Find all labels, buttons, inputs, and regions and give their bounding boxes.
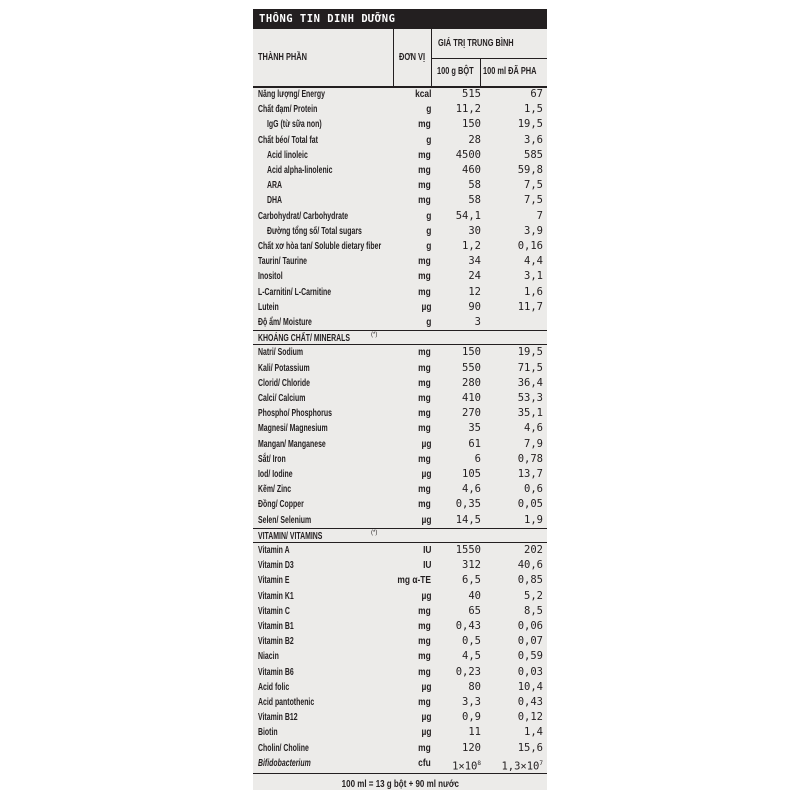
table-row [253,543,547,558]
value-per-100ml: 7,9 [524,437,543,450]
value-per-100ml: 0,03 [517,665,543,678]
unit: µg [421,589,431,602]
unit: g [425,316,431,328]
table-row [253,452,547,467]
nutrient-name: Lutein [258,300,279,313]
value-per-100g: 0,35 [455,498,481,511]
unit: mg [418,483,431,496]
value-per-100g: 150 [462,118,481,131]
value-per-100ml: 0,43 [517,696,543,708]
value-per-100ml: 53,3 [517,392,543,404]
nutrient-name: Acid alpha-linolenic [267,164,333,176]
value-per-100g: 4,6 [462,483,481,496]
table-row [253,467,547,482]
unit: mg [418,255,431,268]
value-per-100ml: 3,6 [524,133,543,146]
value-per-100ml: 3,9 [524,224,543,237]
value-per-100g: 58 [468,194,481,207]
nutrient-name: Đồng/ Copper [258,498,304,511]
value-per-100ml: 3,1 [524,270,543,283]
value-per-100ml: 35,1 [517,407,543,420]
nutrient-name: Phospho/ Phosphorus [258,407,332,420]
nutrient-name: Iod/ Iodine [258,468,293,480]
unit: mg [418,194,431,207]
value-per-100ml: 1,4 [524,726,543,739]
value-per-100ml: 0,59 [517,650,543,663]
nutrition-label [253,9,547,790]
nutrient-name: Độ ẩm/ Moisture [258,316,312,328]
value-per-100g: 270 [462,407,481,420]
unit: mg [418,407,431,420]
unit: mg [418,164,431,176]
table-row [253,269,547,284]
nutrient-name: Acid folic [258,680,290,693]
nutrient-name: Vitamin B6 [258,665,294,678]
table-row [253,193,547,208]
table-row [253,482,547,497]
nutrient-name: Chất xơ hòa tan/ Soluble dietary fiber [258,240,382,252]
table-row [253,680,547,695]
footnote-marker: (*) [371,332,378,339]
nutrient-name: Acid pantothenic [258,696,315,708]
value-per-100g: 0,9 [462,711,481,724]
value-per-100ml: 5,2 [524,589,543,602]
label-footer [253,773,547,790]
value-per-100g: 312 [462,559,481,572]
value-per-100g: 150 [462,346,481,359]
nutrient-name: Chất béo/ Total fat [258,133,318,146]
value-per-100ml: 1,5 [524,103,543,116]
table-row [253,148,547,163]
value-per-100g: 0,23 [455,665,481,678]
value-per-100ml: 0,78 [517,452,543,465]
table-row [253,224,547,239]
exponent: 8 [477,759,481,767]
value-per-100g: 6,5 [462,574,481,587]
table-row [253,695,547,710]
header-per-100g: 100 g BỘT [437,66,474,77]
unit: µg [421,513,431,526]
table-row [253,421,547,436]
table-row [253,239,547,254]
value-per-100ml: 10,4 [517,680,543,693]
divider [480,58,481,87]
value-per-100ml: 7 [536,209,543,222]
unit: µg [421,726,431,739]
value-per-100ml: 1,6 [524,285,543,298]
exponent: 7 [539,759,543,767]
unit: g [425,103,431,116]
value-per-100g: 120 [462,741,481,754]
table-row [253,376,547,391]
value-per-100g: 28 [468,133,481,146]
unit: mg [418,118,431,131]
unit: mg [418,452,431,465]
value-per-100ml: 4,6 [524,422,543,435]
nutrient-name: DHA [267,194,283,207]
table-row [253,102,547,117]
nutrient-name: Taurin/ Taurine [258,255,308,268]
value-per-100g: 54,1 [455,209,481,222]
unit: µg [421,468,431,480]
value-per-100g: 105 [462,468,481,480]
table-row [253,634,547,649]
nutrient-name: Bifidobacterium [258,756,311,769]
nutrient-name: Calci/ Calcium [258,392,306,404]
value-per-100ml: 36,4 [517,376,543,389]
nutrient-name: Vitamin C [258,604,290,617]
unit: IU [422,544,431,556]
value-per-100ml: 7,5 [524,194,543,207]
table-row [253,741,547,756]
value-per-100ml: 0,16 [517,240,543,252]
nutrient-name: Mangan/ Manganese [258,437,326,450]
unit: mg [418,285,431,298]
value-per-100ml: 13,7 [517,468,543,480]
table-row [253,178,547,193]
value-per-100ml: 71,5 [517,361,543,374]
value-per-100g: 35 [468,422,481,435]
nutrient-name: IgG (từ sữa non) [267,118,322,131]
table-header [253,29,547,87]
unit: mg [418,376,431,389]
section-header [253,528,547,543]
unit: mg α-TE [397,574,431,587]
value-per-100g: 30 [468,224,481,237]
value-per-100g: 80 [468,680,481,693]
table-row [253,437,547,452]
unit: mg [418,270,431,283]
unit: g [425,224,431,237]
divider [431,58,547,59]
nutrient-name: Cholin/ Choline [258,741,309,754]
table-row [253,725,547,740]
table-row [253,589,547,604]
table-row [253,133,547,148]
value-per-100ml: 4,4 [524,255,543,268]
value-per-100g: 280 [462,376,481,389]
table-row [253,665,547,680]
value-per-100ml: 7,5 [524,179,543,192]
unit: µg [421,437,431,450]
value-per-100g: 6 [474,452,481,465]
nutrient-name: ARA [267,179,283,192]
value-per-100g: 4500 [455,148,481,161]
unit: mg [418,604,431,617]
nutrient-name: Acid linoleic [267,148,308,161]
table-row [253,315,547,330]
section-header [253,330,547,345]
section-title: VITAMIN/ VITAMINS [258,529,323,542]
footnote-marker: (*) [371,529,378,536]
table-row [253,391,547,406]
unit: IU [422,559,431,572]
unit: mg [418,696,431,708]
value-per-100g: 460 [462,164,481,176]
unit: mg [418,635,431,648]
nutrient-name: Clorid/ Chloride [258,376,310,389]
nutrient-name: Năng lượng/ Energy [258,88,325,100]
value-per-100g: 0,43 [455,620,481,632]
table-row [253,406,547,421]
table-row [253,163,547,178]
unit: mg [418,422,431,435]
header-ingredient: THÀNH PHẦN [258,52,307,63]
unit: mg [418,741,431,754]
nutrient-name: Biotin [258,726,278,739]
nutrient-name: Vitamin D3 [258,559,294,572]
value-per-100g: 3,3 [462,696,481,708]
value-per-100ml: 19,5 [517,346,543,359]
value-per-100g: 1,2 [462,240,481,252]
nutrient-name: Vitamin K1 [258,589,294,602]
nutrient-name: Inositol [258,270,283,283]
unit: g [425,133,431,146]
table-row [253,345,547,360]
table-row [253,513,547,528]
unit: mg [418,650,431,663]
unit: µg [421,300,431,313]
unit: cfu [418,756,431,769]
divider [393,29,394,87]
value-per-100ml: 11,7 [517,300,543,313]
value-per-100g: 550 [462,361,481,374]
table-row [253,209,547,224]
nutrient-name: Vitamin B1 [258,620,294,632]
unit: g [425,240,431,252]
nutrient-name: Chất đạm/ Protein [258,103,318,116]
nutrient-name: Kali/ Potassium [258,361,310,374]
nutrient-name: Selen/ Selenium [258,513,312,526]
nutrient-name: Niacin [258,650,279,663]
table-row [253,254,547,269]
header-average: GIÁ TRỊ TRUNG BÌNH [438,38,514,49]
value-per-100g: 90 [468,300,481,313]
unit: mg [418,148,431,161]
table-row [253,300,547,315]
value-per-100g: 65 [468,604,481,617]
value-per-100g: 515 [462,88,481,100]
nutrient-name: L-Carnitin/ L-Carnitine [258,285,332,298]
table-row [253,285,547,300]
value-per-100g: 61 [468,437,481,450]
unit: mg [418,361,431,374]
value-per-100g: 58 [468,179,481,192]
nutrient-name: Vitamin B2 [258,635,294,648]
value-per-100ml: 19,5 [517,118,543,131]
table-row [253,649,547,664]
unit: mg [418,346,431,359]
value-per-100g: 24 [468,270,481,283]
value-per-100g: 3 [474,316,481,328]
value-per-100ml: 0,07 [517,635,543,648]
nutrient-name: Magnesi/ Magnesium [258,422,328,435]
unit: g [425,209,431,222]
nutrient-name: Vitamin A [258,544,290,556]
nutrient-name: Sắt/ Iron [258,452,286,465]
value-per-100g: 12 [468,285,481,298]
unit: mg [418,665,431,678]
value-per-100g: 11 [468,726,481,739]
table-row [253,619,547,634]
nutrient-name: Natri/ Sodium [258,346,304,359]
table-row [253,497,547,512]
unit: µg [421,680,431,693]
value-per-100ml: 8,5 [524,604,543,617]
value-per-100g: 40 [468,589,481,602]
value-per-100g: 410 [462,392,481,404]
value-per-100ml: 0,12 [517,711,543,724]
value-per-100g: 11,2 [455,103,481,116]
value-per-100g: 34 [468,255,481,268]
unit: mg [418,620,431,632]
value-per-100ml: 67 [530,88,543,100]
table-row [253,756,547,771]
value-per-100ml: 1,9 [524,513,543,526]
unit: kcal [414,88,431,100]
preparation-note: 100 ml = 13 g bột + 90 ml nước [341,779,459,790]
table-row [253,710,547,725]
value-per-100g: 1550 [455,544,481,556]
value-per-100ml: 585 [524,148,543,161]
value-per-100g: 14,5 [455,513,481,526]
table-row [253,604,547,619]
value-per-100ml: 0,05 [517,498,543,511]
value-per-100ml: $1,3\times 10^7$ [501,759,543,773]
unit: µg [421,711,431,724]
nutrient-name: Đường tổng số/ Total sugars [267,224,362,237]
value-per-100ml: 0,06 [517,620,543,632]
table-row [253,361,547,376]
header-unit: ĐƠN VỊ [399,52,426,63]
value-per-100ml: 0,6 [524,483,543,496]
value-per-100g: 0,5 [462,635,481,648]
nutrient-name: Vitamin B12 [258,711,298,724]
value-per-100g: 4,5 [462,650,481,663]
value-per-100ml: 202 [524,544,543,556]
table-row [253,558,547,573]
header-per-100ml: 100 ml ĐÃ PHA [483,66,537,77]
value-per-100ml: 59,8 [517,164,543,176]
value-per-100g: $1\times 10^8$ [452,759,481,773]
value-per-100ml: 40,6 [517,559,543,572]
table-row [253,573,547,588]
unit: mg [418,392,431,404]
nutrient-name: Kẽm/ Zinc [258,483,292,496]
section-title: KHOÁNG CHẤT/ MINERALS [258,332,351,345]
unit: mg [418,498,431,511]
nutrient-name: Vitamin E [258,574,290,587]
table-row [253,117,547,132]
value-per-100ml: 15,6 [517,741,543,754]
label-title: THÔNG TIN DINH DƯỠNG [253,9,547,29]
value-per-100ml: 0,85 [517,574,543,587]
unit: mg [418,179,431,192]
table-row [253,87,547,102]
nutrient-name: Carbohydrat/ Carbohydrate [258,209,349,222]
